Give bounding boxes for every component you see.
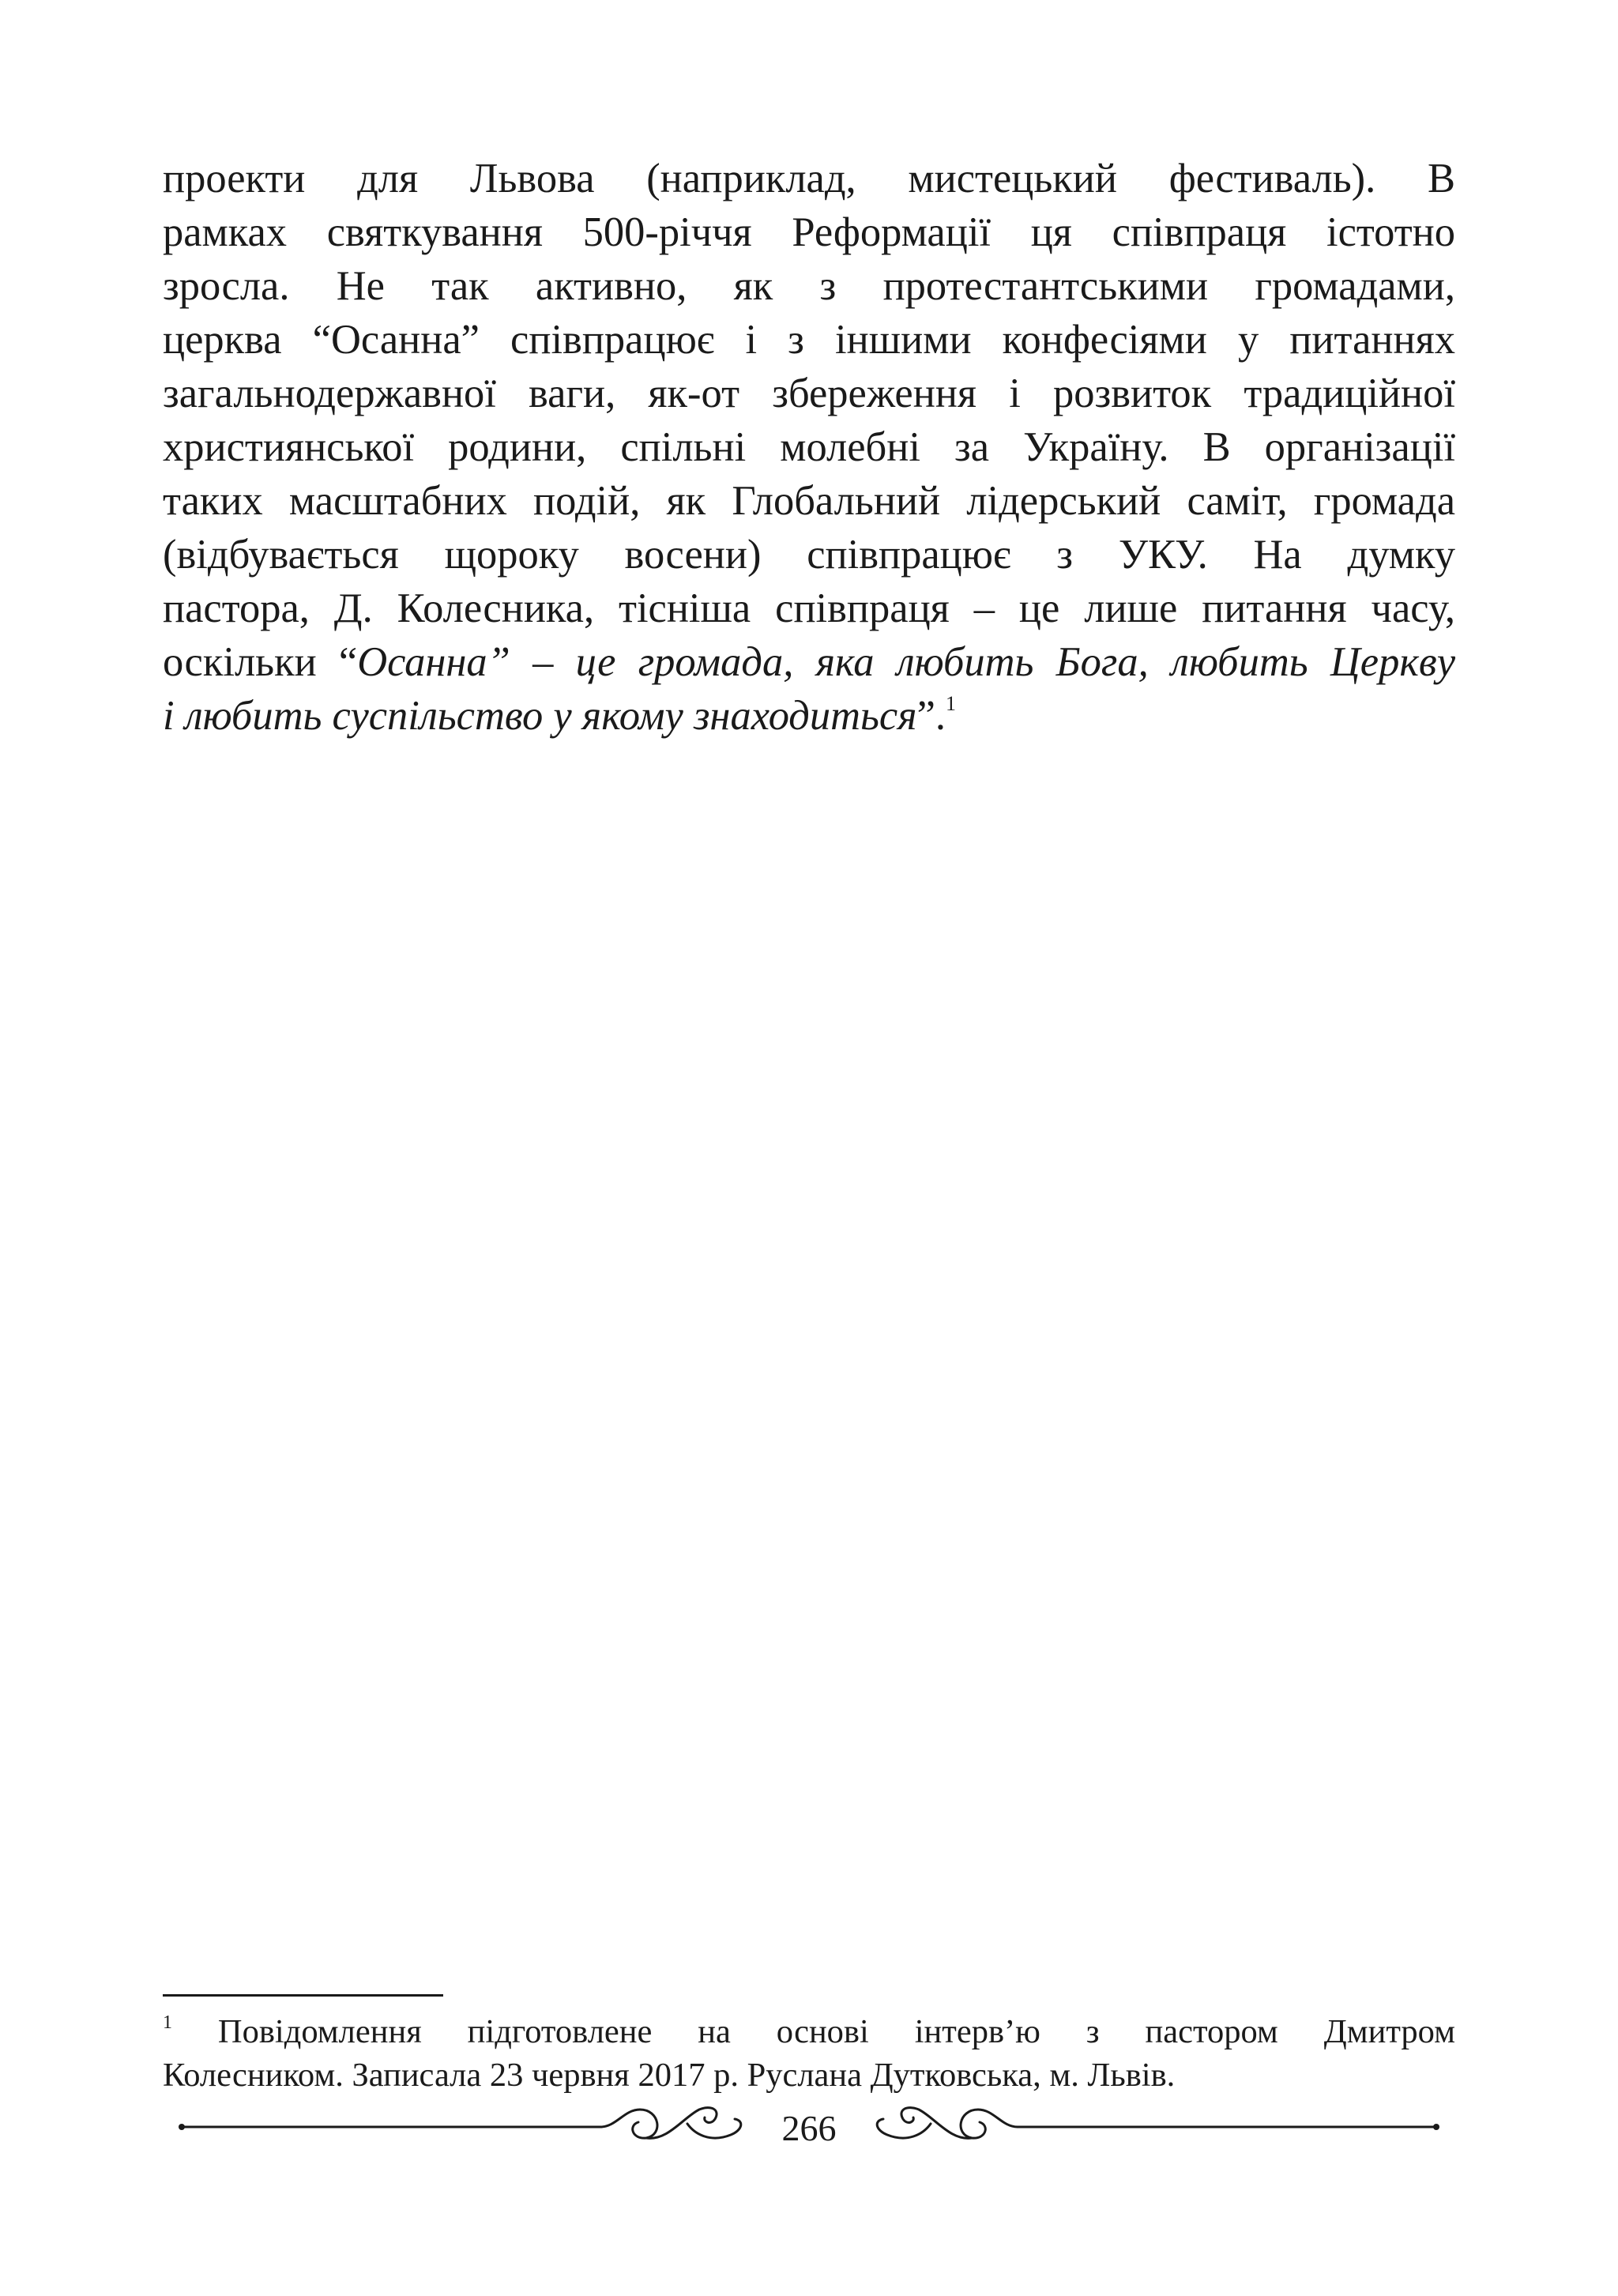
text-run: оскільки “: [163, 639, 358, 685]
italic-quote: і любить суспільство у якому знаходиться: [163, 693, 917, 739]
page-footer: [0, 2086, 1618, 2165]
text-line: загальнодержавної ваги, як-от збереження і розвиток традиційної: [163, 371, 1455, 416]
text-run: ”.: [916, 693, 946, 739]
text-line-quote-start: [163, 635, 1455, 689]
text-line: зросла. Не так активно, як з протестантськими громадами,: [163, 263, 1455, 309]
footnote-line: [163, 2010, 1455, 2053]
body-paragraph: [163, 152, 1455, 743]
footnote-reference[interactable]: 1: [946, 692, 957, 715]
footnote-marker: 1: [163, 2012, 172, 2033]
text-line: (відбувається щороку восени) співпрацює з УКУ. На думку: [163, 532, 1455, 578]
footnote-line: Колесником. Записала 23 червня 2017 р. Руслана Дутковська, м. Львів.: [163, 2057, 1176, 2094]
footnote: [163, 2010, 1455, 2097]
text-line: церква “Осанна” співпрацює і з іншими конфесіями у питаннях: [163, 317, 1455, 363]
text-line-quote-end: [163, 689, 1455, 743]
text-line: проекти для Львова (наприклад, мистецький фестиваль). В: [163, 156, 1455, 201]
text-line: таких масштабних подій, як Глобальний лідерський саміт, громада: [163, 478, 1455, 524]
italic-quote: Осанна” – це громада, яка любить Бога, любить Церкву: [357, 639, 1455, 685]
page-number: 266: [781, 2108, 837, 2148]
footnote-separator: [163, 1994, 443, 1997]
text-line: християнської родини, спільні молебні за Україну. В організації: [163, 424, 1455, 470]
footnote-text: Повідомлення підготовлене на основі інтерв’ю з пастором Дмитром: [217, 2013, 1456, 2050]
text-line: рамках святкування 500-річчя Реформації ця співпраця істотно: [163, 209, 1455, 255]
text-line: пастора, Д. Колесника, тісніша співпраця – це лише питання часу,: [163, 585, 1455, 631]
